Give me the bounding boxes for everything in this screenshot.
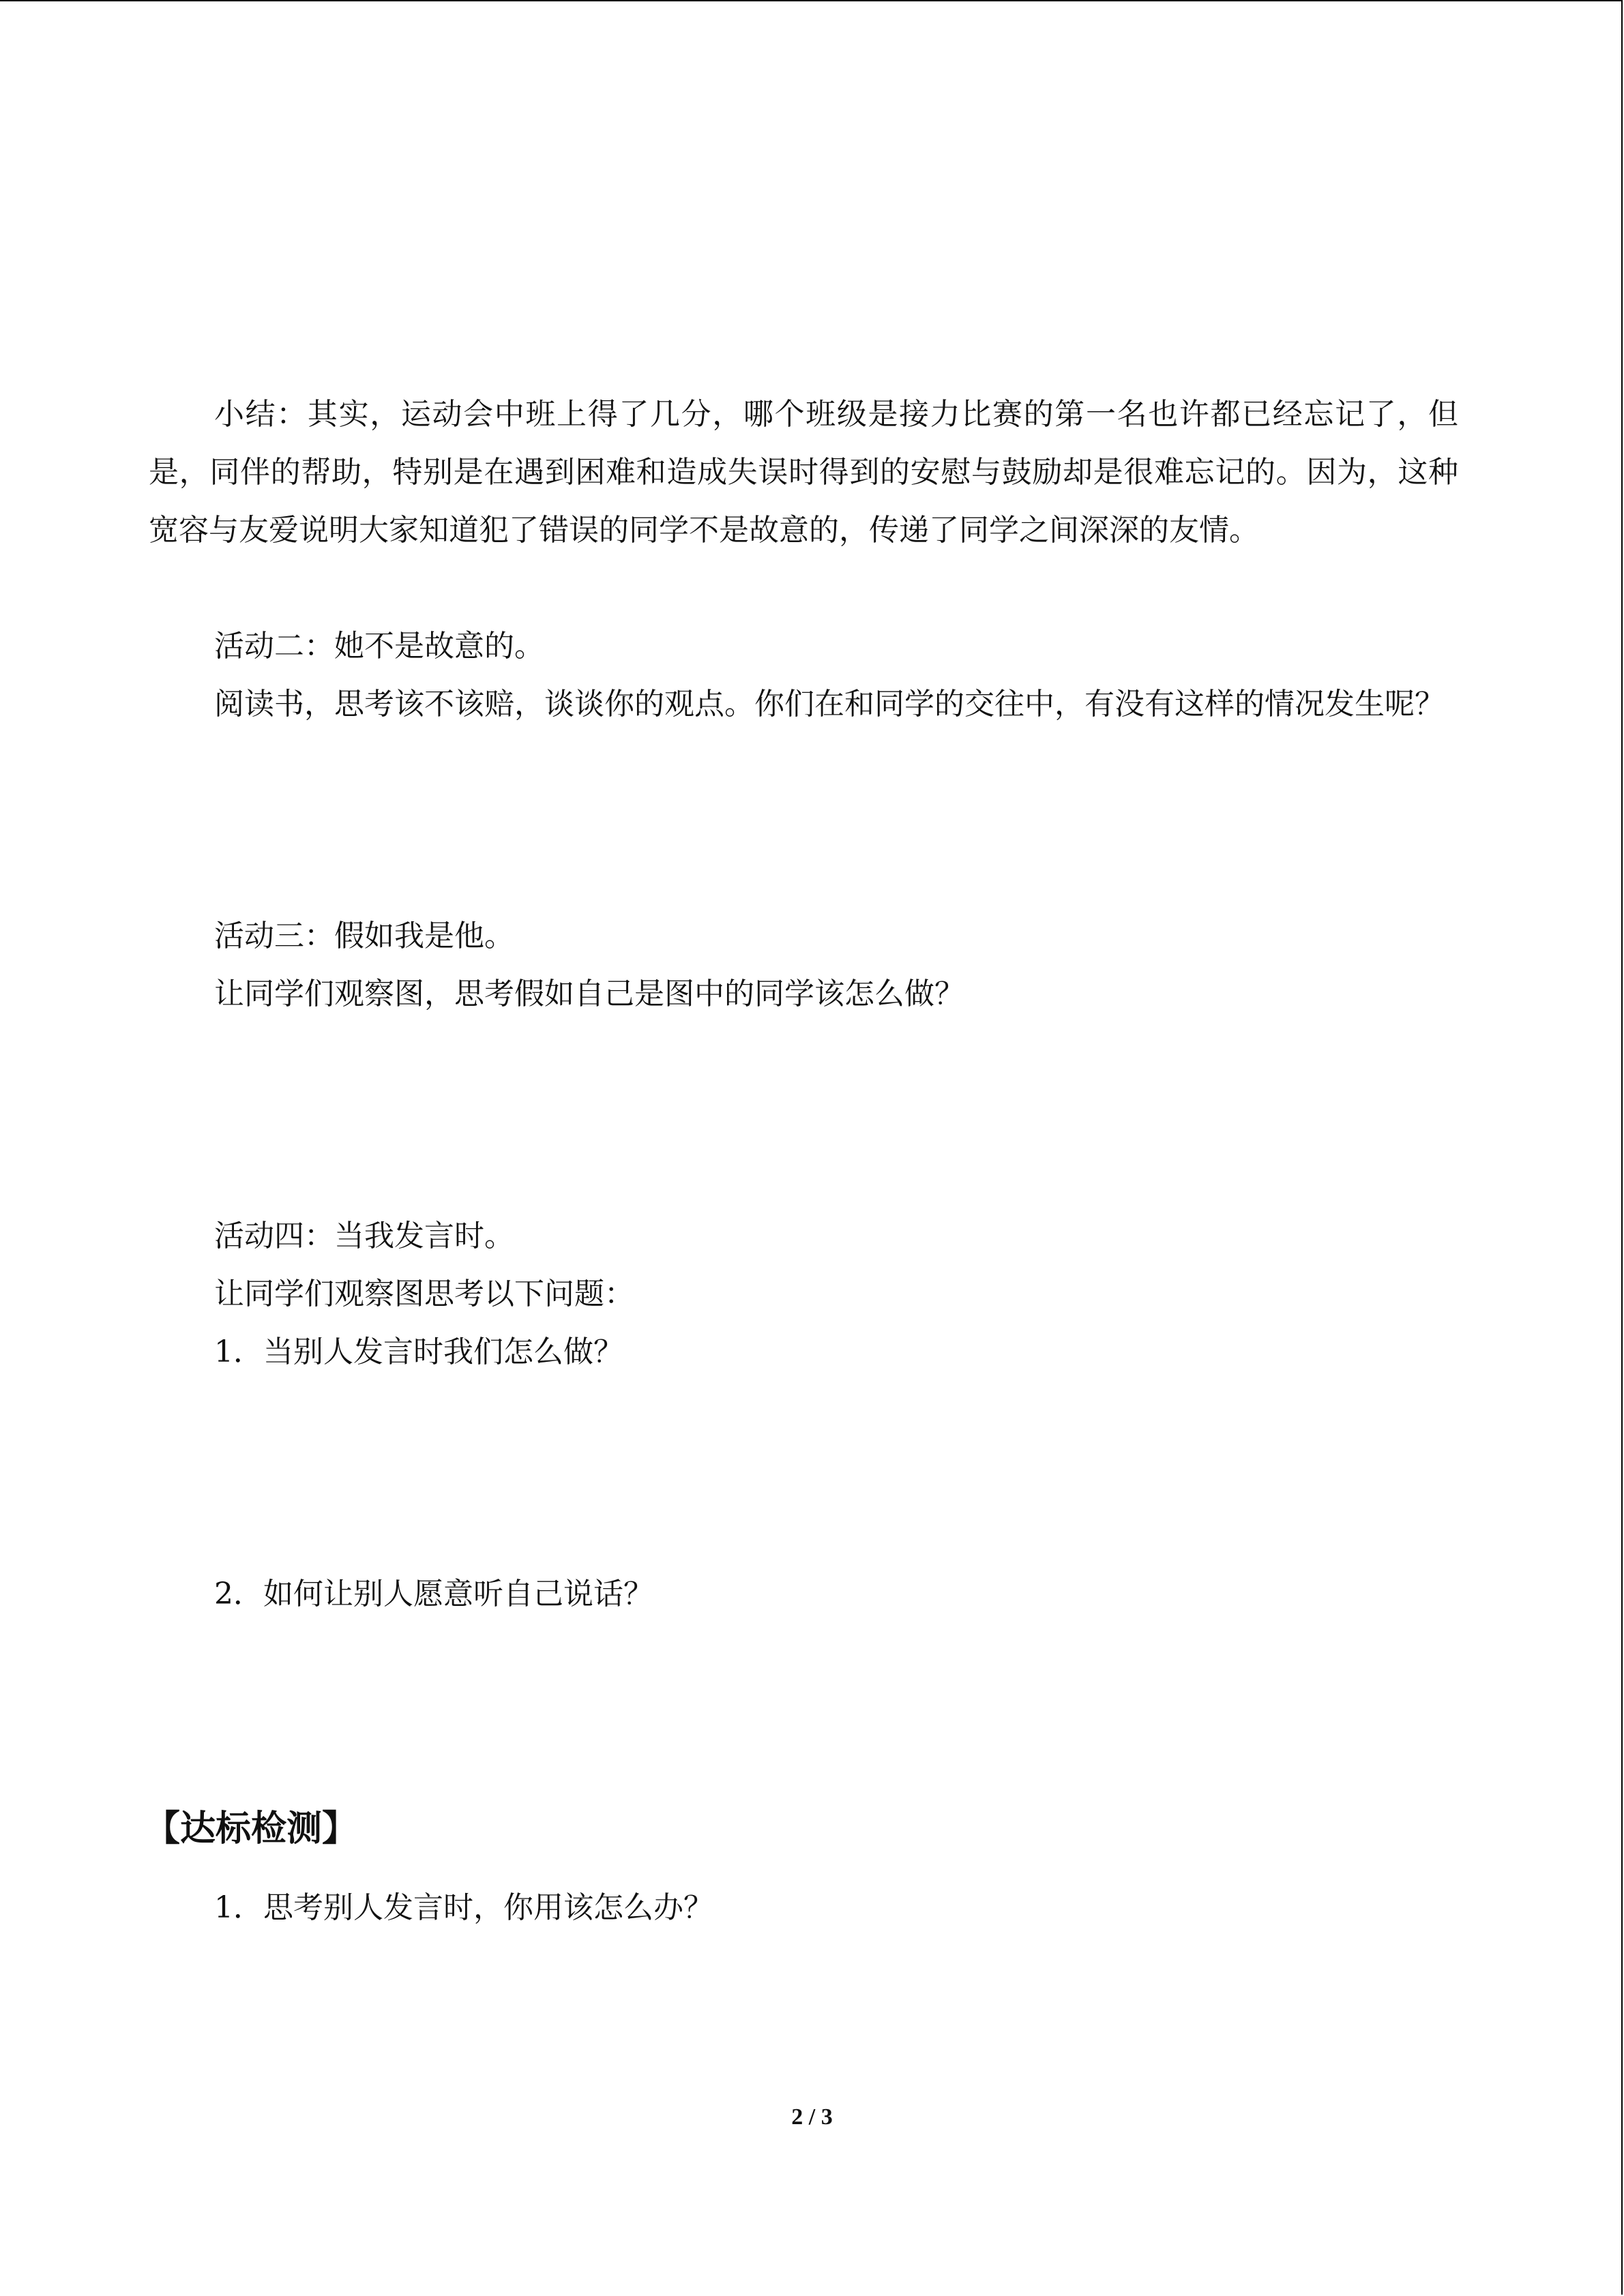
summary-paragraph: 小结：其实，运动会中班上得了几分，哪个班级是接力比赛的第一名也许都已经忘记了，但是，同伴的帮助，特别是在遇到困难和造成失误时得到的安慰与鼓励却是很难忘记的。因为，这种宽容与友爱说明大家知道犯了错误的同学不是故意的，传递了同学之间深深的友情。: [149, 397, 1458, 548]
activity2-text: 阅读书，思考该不该赔，谈谈你的观点。你们在和同学的交往中，有没有这样的情况发生呢？: [214, 687, 1445, 721]
assessment-question-1: 1．思考别人发言时，你用该怎么办？: [214, 1890, 713, 1925]
spacer: [149, 1623, 1458, 1800]
activity3-text: 让同学们观察图，思考假如自己是图中的同学该怎么做？: [214, 976, 964, 1011]
activity4-title: 活动四：当我发言时。: [214, 1219, 514, 1253]
activity4-question-2: 2．如何让别人愿意听自己说话？: [214, 1577, 653, 1611]
activity4-text: 让同学们观察图思考以下问题：: [214, 1277, 634, 1311]
assessment-heading: 【达标检测】: [145, 1808, 358, 1849]
page-number: 2 / 3: [791, 2104, 833, 2130]
spacer: [149, 733, 1458, 907]
spacer: [149, 1023, 1458, 1207]
spacer: [149, 559, 1458, 617]
activity3-title: 活动三：假如我是他。: [214, 919, 514, 953]
activity2-title: 活动二：她不是故意的。: [214, 629, 544, 664]
spacer: [149, 1858, 1458, 1879]
document-body: [145, 385, 1458, 1937]
spacer: [149, 1381, 1458, 1565]
activity4-question-1: 1．当别人发言时我们怎么做？: [214, 1335, 623, 1369]
